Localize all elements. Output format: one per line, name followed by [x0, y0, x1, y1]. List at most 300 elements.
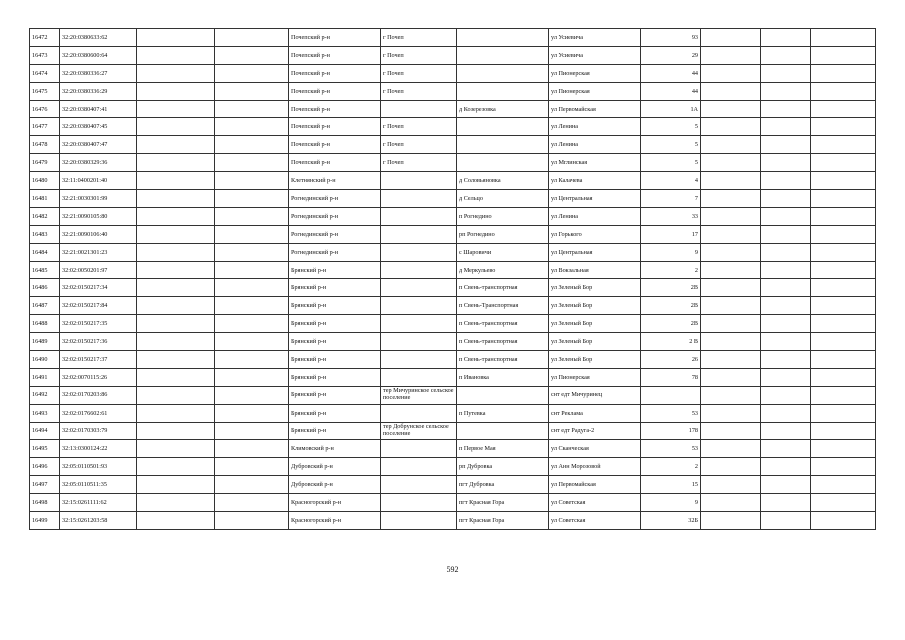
- table-cell: 2 В: [641, 333, 701, 351]
- table-cell: [137, 225, 215, 243]
- table-cell: [215, 100, 289, 118]
- table-cell: 5: [641, 154, 701, 172]
- table-cell: ул Ленина: [549, 118, 641, 136]
- table-cell: 32:20:0380407:45: [60, 118, 137, 136]
- table-cell: [701, 243, 761, 261]
- table-cell: ул Горького: [549, 225, 641, 243]
- table-cell: Брянский р-н: [289, 351, 381, 369]
- table-cell: Дубровский р-н: [289, 458, 381, 476]
- table-cell: ул Пионерская: [549, 368, 641, 386]
- table-cell: 32:02:0050201:97: [60, 261, 137, 279]
- table-cell: 7: [641, 190, 701, 208]
- table-cell: [811, 100, 876, 118]
- table-cell: [137, 261, 215, 279]
- table-cell: ул Первомайская: [549, 100, 641, 118]
- table-cell: 16497: [30, 476, 60, 494]
- table-cell: [811, 458, 876, 476]
- table-cell: 16472: [30, 29, 60, 47]
- table-cell: [137, 476, 215, 494]
- table-cell: [215, 29, 289, 47]
- table-cell: Брянский р-н: [289, 261, 381, 279]
- table-cell: [215, 207, 289, 225]
- table-cell: [761, 100, 811, 118]
- table-cell: 32:20:0380336:29: [60, 82, 137, 100]
- table-row: [30, 404, 876, 422]
- table-cell: [761, 136, 811, 154]
- table-cell: [137, 422, 215, 440]
- table-cell: [137, 243, 215, 261]
- table-cell: [811, 279, 876, 297]
- table-cell: [137, 297, 215, 315]
- table-cell: [701, 118, 761, 136]
- table-row: [30, 64, 876, 82]
- table-cell: [701, 46, 761, 64]
- table-cell: [457, 154, 549, 172]
- table-cell: [137, 404, 215, 422]
- registry-table: [29, 28, 876, 530]
- table-row: [30, 46, 876, 64]
- table-cell: 33: [641, 207, 701, 225]
- table-cell: [215, 46, 289, 64]
- table-cell: [701, 476, 761, 494]
- table-row: [30, 279, 876, 297]
- table-cell: ул Центральная: [549, 243, 641, 261]
- table-row: [30, 172, 876, 190]
- table-cell: 16499: [30, 512, 60, 530]
- table-cell: п Свень-транспортная: [457, 351, 549, 369]
- table-cell: Почепский р-н: [289, 100, 381, 118]
- table-cell: [811, 476, 876, 494]
- table-cell: [137, 154, 215, 172]
- table-cell: [811, 386, 876, 404]
- table-cell: ул Усиевича: [549, 46, 641, 64]
- table-cell: п Путевка: [457, 404, 549, 422]
- table-cell: [811, 315, 876, 333]
- table-cell: [215, 225, 289, 243]
- table-cell: г Почеп: [381, 46, 457, 64]
- table-cell: 16478: [30, 136, 60, 154]
- table-cell: 16477: [30, 118, 60, 136]
- table-cell: [215, 118, 289, 136]
- table-cell: д Соловьяновка: [457, 172, 549, 190]
- table-cell: [137, 333, 215, 351]
- table-cell: 2В: [641, 279, 701, 297]
- table-cell: [701, 225, 761, 243]
- table-cell: Почепский р-н: [289, 154, 381, 172]
- table-row: [30, 333, 876, 351]
- table-body: [30, 29, 876, 530]
- table-cell: пгт Красная Гора: [457, 494, 549, 512]
- table-cell: [811, 297, 876, 315]
- table-cell: 26: [641, 351, 701, 369]
- table-cell: [381, 440, 457, 458]
- table-cell: д Меркульево: [457, 261, 549, 279]
- table-cell: 16476: [30, 100, 60, 118]
- table-row: [30, 29, 876, 47]
- table-cell: [381, 297, 457, 315]
- table-cell: [215, 440, 289, 458]
- table-cell: [215, 333, 289, 351]
- table-cell: 16479: [30, 154, 60, 172]
- table-cell: 16494: [30, 422, 60, 440]
- table-cell: [761, 46, 811, 64]
- table-row: [30, 512, 876, 530]
- table-cell: [701, 279, 761, 297]
- table-cell: [701, 64, 761, 82]
- table-row: [30, 386, 876, 404]
- table-row: [30, 476, 876, 494]
- table-cell: [381, 494, 457, 512]
- table-cell: [761, 64, 811, 82]
- table-row: [30, 440, 876, 458]
- table-cell: [381, 100, 457, 118]
- table-cell: [137, 458, 215, 476]
- table-cell: [215, 154, 289, 172]
- table-cell: [457, 46, 549, 64]
- table-cell: 4: [641, 172, 701, 190]
- table-cell: [137, 190, 215, 208]
- table-cell: снт едт Мичуринец: [549, 386, 641, 404]
- table-cell: [811, 154, 876, 172]
- table-row: [30, 297, 876, 315]
- table-cell: 32:02:0150217:37: [60, 351, 137, 369]
- table-cell: Рогнединский р-н: [289, 225, 381, 243]
- table-cell: [137, 46, 215, 64]
- table-cell: [457, 118, 549, 136]
- table-cell: [381, 333, 457, 351]
- table-cell: ул Зеленый Бор: [549, 279, 641, 297]
- table-cell: Почепский р-н: [289, 29, 381, 47]
- table-cell: [137, 494, 215, 512]
- table-cell: [761, 261, 811, 279]
- table-cell: снт Реклама: [549, 404, 641, 422]
- table-cell: 32:21:0030301:99: [60, 190, 137, 208]
- table-cell: [811, 351, 876, 369]
- table-cell: [215, 512, 289, 530]
- table-cell: [701, 29, 761, 47]
- table-cell: 16482: [30, 207, 60, 225]
- table-cell: [457, 29, 549, 47]
- table-cell: [811, 190, 876, 208]
- table-cell: [381, 190, 457, 208]
- table-cell: [811, 46, 876, 64]
- table-cell: 16489: [30, 333, 60, 351]
- table-cell: [381, 207, 457, 225]
- table-cell: 9: [641, 494, 701, 512]
- table-row: [30, 494, 876, 512]
- table-cell: [137, 207, 215, 225]
- table-cell: г Почеп: [381, 29, 457, 47]
- table-cell: ул Сканческая: [549, 440, 641, 458]
- table-cell: 16481: [30, 190, 60, 208]
- table-cell: 32:20:0380407:41: [60, 100, 137, 118]
- table-cell: [381, 476, 457, 494]
- table-cell: рп Дубровка: [457, 458, 549, 476]
- table-cell: [215, 279, 289, 297]
- table-cell: ул Ленина: [549, 207, 641, 225]
- table-cell: 16493: [30, 404, 60, 422]
- table-cell: п Свень-транспортная: [457, 315, 549, 333]
- table-cell: 32:20:0380336:27: [60, 64, 137, 82]
- table-cell: [215, 458, 289, 476]
- table-row: [30, 422, 876, 440]
- table-row: [30, 458, 876, 476]
- table-cell: 29: [641, 46, 701, 64]
- table-cell: ул Пионерская: [549, 82, 641, 100]
- table-cell: [761, 172, 811, 190]
- table-cell: Почепский р-н: [289, 46, 381, 64]
- table-cell: [811, 261, 876, 279]
- table-row: [30, 207, 876, 225]
- table-cell: г Почеп: [381, 136, 457, 154]
- table-cell: [811, 440, 876, 458]
- table-row: [30, 154, 876, 172]
- table-cell: [701, 100, 761, 118]
- table-cell: [137, 315, 215, 333]
- table-cell: [811, 64, 876, 82]
- table-cell: 16473: [30, 46, 60, 64]
- table-cell: ул Центральная: [549, 190, 641, 208]
- table-cell: ул Советская: [549, 494, 641, 512]
- table-cell: [457, 64, 549, 82]
- table-cell: [761, 118, 811, 136]
- table-cell: [761, 440, 811, 458]
- table-cell: [381, 458, 457, 476]
- table-cell: ул Зеленый Бор: [549, 333, 641, 351]
- table-cell: [811, 512, 876, 530]
- table-cell: Рогнединский р-н: [289, 207, 381, 225]
- table-cell: 78: [641, 368, 701, 386]
- table-cell: 32:02:0176602:61: [60, 404, 137, 422]
- table-cell: [137, 29, 215, 47]
- table-cell: 32:20:0380600:64: [60, 46, 137, 64]
- table-cell: [215, 297, 289, 315]
- table-cell: [215, 64, 289, 82]
- table-cell: Красногорский р-н: [289, 494, 381, 512]
- table-cell: [701, 458, 761, 476]
- table-cell: [137, 512, 215, 530]
- table-cell: [701, 172, 761, 190]
- table-cell: [761, 422, 811, 440]
- table-cell: 5: [641, 136, 701, 154]
- table-cell: 32:21:0021301:23: [60, 243, 137, 261]
- table-row: [30, 315, 876, 333]
- table-cell: [381, 225, 457, 243]
- table-cell: Брянский р-н: [289, 315, 381, 333]
- table-cell: [761, 190, 811, 208]
- table-cell: [215, 476, 289, 494]
- table-cell: Брянский р-н: [289, 422, 381, 440]
- table-cell: п Свень-Транспортная: [457, 297, 549, 315]
- table-row: [30, 136, 876, 154]
- table-cell: 16496: [30, 458, 60, 476]
- table-cell: 93: [641, 29, 701, 47]
- table-cell: 44: [641, 64, 701, 82]
- table-cell: [381, 279, 457, 297]
- table-cell: [137, 82, 215, 100]
- table-cell: Почепский р-н: [289, 136, 381, 154]
- table-cell: 32:02:0150217:36: [60, 333, 137, 351]
- table-cell: [641, 386, 701, 404]
- table-cell: [761, 225, 811, 243]
- table-cell: [701, 315, 761, 333]
- table-cell: Климовский р-н: [289, 440, 381, 458]
- table-cell: [701, 386, 761, 404]
- table-cell: [137, 100, 215, 118]
- table-cell: [137, 136, 215, 154]
- page-number: 592: [446, 565, 459, 574]
- table-cell: ул Ленина: [549, 136, 641, 154]
- table-cell: д Сельцо: [457, 190, 549, 208]
- table-cell: 16474: [30, 64, 60, 82]
- table-cell: 5: [641, 118, 701, 136]
- table-cell: [137, 368, 215, 386]
- table-cell: 32:13:0300124:22: [60, 440, 137, 458]
- table-row: [30, 100, 876, 118]
- table-cell: 44: [641, 82, 701, 100]
- table-cell: [701, 207, 761, 225]
- table-cell: [457, 422, 549, 440]
- table-cell: 9: [641, 243, 701, 261]
- table-cell: ул Зеленый Бор: [549, 351, 641, 369]
- table-cell: 32:02:0170303:79: [60, 422, 137, 440]
- table-row: [30, 118, 876, 136]
- table-cell: [761, 494, 811, 512]
- table-cell: [811, 118, 876, 136]
- table-cell: Брянский р-н: [289, 279, 381, 297]
- table-row: [30, 261, 876, 279]
- table-cell: [215, 136, 289, 154]
- table-cell: Брянский р-н: [289, 404, 381, 422]
- table-cell: ул Анн Морозовой: [549, 458, 641, 476]
- table-cell: 1А: [641, 100, 701, 118]
- table-cell: [761, 297, 811, 315]
- table-cell: 16483: [30, 225, 60, 243]
- table-cell: [701, 440, 761, 458]
- table-cell: [701, 154, 761, 172]
- table-cell: [215, 368, 289, 386]
- table-cell: [811, 333, 876, 351]
- table-cell: ул Калачева: [549, 172, 641, 190]
- table-cell: 16475: [30, 82, 60, 100]
- table-cell: 32:05:0110511:35: [60, 476, 137, 494]
- table-cell: 32:21:0090105:80: [60, 207, 137, 225]
- table-row: [30, 351, 876, 369]
- table-cell: [137, 64, 215, 82]
- table-cell: [811, 422, 876, 440]
- table-cell: 32:02:0150217:35: [60, 315, 137, 333]
- table-cell: 17: [641, 225, 701, 243]
- table-cell: 2В: [641, 297, 701, 315]
- table-cell: 16492: [30, 386, 60, 404]
- table-row: [30, 225, 876, 243]
- table-cell: [137, 440, 215, 458]
- table-cell: [701, 422, 761, 440]
- table-cell: Брянский р-н: [289, 386, 381, 404]
- table-cell: 32:15:0261203:58: [60, 512, 137, 530]
- table-cell: 16484: [30, 243, 60, 261]
- table-cell: 53: [641, 440, 701, 458]
- table-cell: [701, 494, 761, 512]
- table-cell: [701, 261, 761, 279]
- table-cell: [381, 172, 457, 190]
- table-cell: [457, 136, 549, 154]
- table-cell: [381, 351, 457, 369]
- table-cell: [811, 172, 876, 190]
- table-cell: [811, 82, 876, 100]
- table-cell: 32:20:0380329:36: [60, 154, 137, 172]
- table-cell: [811, 136, 876, 154]
- table-cell: [215, 386, 289, 404]
- table-cell: [761, 29, 811, 47]
- table-cell: ул Пионерская: [549, 64, 641, 82]
- table-cell: тер Мичуринское сельское поселение: [381, 386, 457, 404]
- table-cell: [811, 207, 876, 225]
- table-cell: п Рогнедино: [457, 207, 549, 225]
- table-cell: 32:02:0150217:84: [60, 297, 137, 315]
- table-cell: п Свень-транспортная: [457, 279, 549, 297]
- table-cell: 178: [641, 422, 701, 440]
- table-cell: [215, 351, 289, 369]
- table-cell: 16495: [30, 440, 60, 458]
- table-cell: [457, 82, 549, 100]
- table-cell: 53: [641, 404, 701, 422]
- table-cell: [761, 368, 811, 386]
- table-cell: [381, 315, 457, 333]
- table-cell: Брянский р-н: [289, 333, 381, 351]
- table-cell: 32:20:0380407:47: [60, 136, 137, 154]
- table-cell: 32:21:0090106:40: [60, 225, 137, 243]
- table-cell: [381, 243, 457, 261]
- table-cell: ул Вокзальная: [549, 261, 641, 279]
- table-cell: 16498: [30, 494, 60, 512]
- table-cell: Красногорский р-н: [289, 512, 381, 530]
- table-cell: 16486: [30, 279, 60, 297]
- table-cell: ул Усиевича: [549, 29, 641, 47]
- table-cell: ул Советская: [549, 512, 641, 530]
- table-cell: Рогнединский р-н: [289, 243, 381, 261]
- table-cell: [811, 404, 876, 422]
- table-cell: [761, 351, 811, 369]
- table-cell: [215, 243, 289, 261]
- table-cell: г Почеп: [381, 118, 457, 136]
- table-cell: 2: [641, 261, 701, 279]
- table-cell: тер Добрунское сельское поселение: [381, 422, 457, 440]
- table-cell: [761, 386, 811, 404]
- table-cell: [811, 29, 876, 47]
- table-cell: 2В: [641, 315, 701, 333]
- table-cell: г Почеп: [381, 154, 457, 172]
- table-cell: [381, 512, 457, 530]
- table-cell: Рогнединский р-н: [289, 190, 381, 208]
- table-cell: Дубровский р-н: [289, 476, 381, 494]
- table-cell: [761, 512, 811, 530]
- table-cell: [137, 118, 215, 136]
- table-cell: [137, 172, 215, 190]
- table-cell: 16487: [30, 297, 60, 315]
- table-cell: п Свень-транспортная: [457, 333, 549, 351]
- table-cell: 2: [641, 458, 701, 476]
- table-cell: [811, 368, 876, 386]
- table-cell: пгт Дубровка: [457, 476, 549, 494]
- table-row: [30, 190, 876, 208]
- table-cell: [701, 512, 761, 530]
- table-cell: 32:05:0110501:93: [60, 458, 137, 476]
- table-cell: п Первое Мая: [457, 440, 549, 458]
- table-cell: пгт Красная Гора: [457, 512, 549, 530]
- table-cell: [701, 190, 761, 208]
- table-cell: [215, 315, 289, 333]
